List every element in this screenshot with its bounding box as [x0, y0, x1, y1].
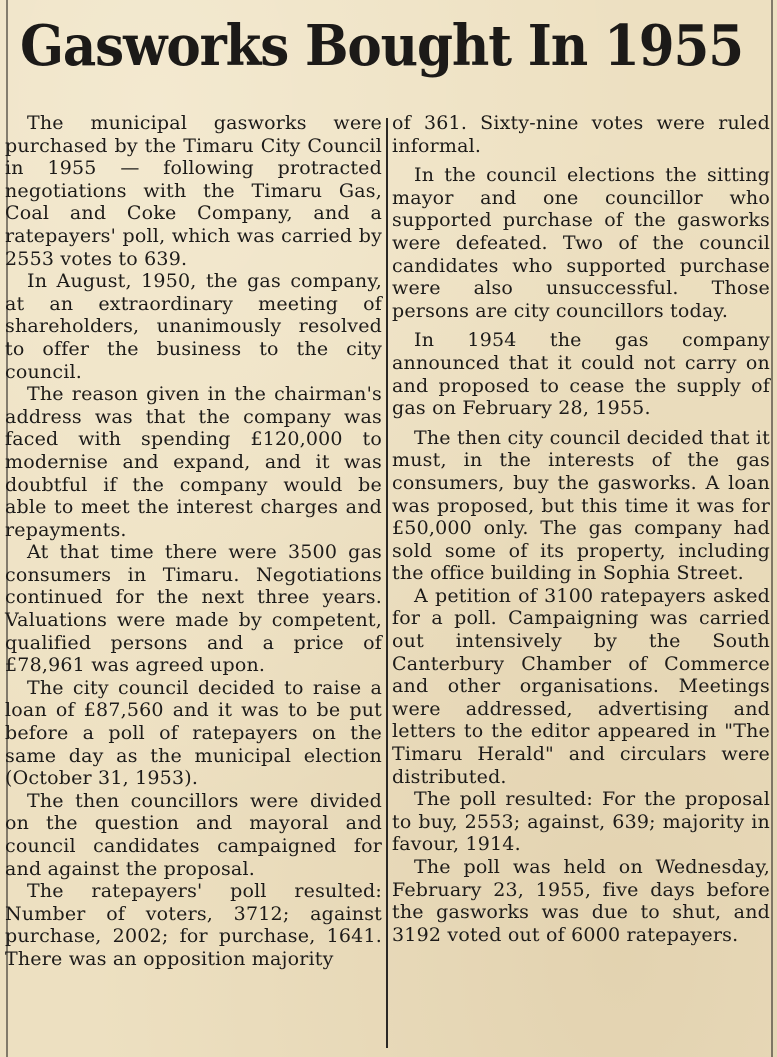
article-headline: Gasworks Bought In 1955 — [20, 13, 743, 79]
paragraph-negotiations: At that time there were 3500 gas consumers in Timaru. Negotiations continued for the next three years. Valuations were made by competent, qualified persons and a price of £78,961 was agreed upon. — [5, 541, 382, 677]
paragraph-poll-result-1953: The ratepayers' poll resulted: Number of voters, 3712; against purchase, 2002; for purchase, 1641. There was an opposition majority — [5, 880, 382, 970]
paragraph-offer-1950: In August, 1950, the gas company, at an extraordinary meeting of shareholders, unanimously resolved to offer the business to the city council. — [5, 270, 382, 383]
clipping-right-edge — [771, 0, 773, 1057]
paragraph-council-decision: The then city council decided that it must, in the interests of the gas consumers, buy the gasworks. A loan was proposed, but this time it was for £50,000 only. The gas company had sold some of its property, including the office building in Sophia Street. — [392, 426, 770, 585]
article-column-left — [5, 112, 382, 971]
paragraph-poll-result-1955: The poll resulted: For the proposal to buy, 2553; against, 639; majority in favour, 1914. — [392, 788, 770, 856]
paragraph-council-elections: In the council elections the sitting mayor and one councillor who supported purchase of the gasworks were defeated. Two of the council candidates who supported purchase were also unsuccessful. Those persons are city councillors today. — [392, 164, 770, 322]
article-column-right — [392, 112, 770, 946]
paragraph-company-announcement: In 1954 the gas company announced that it could not carry on and proposed to cease the supply of gas on February 28, 1955. — [392, 329, 770, 420]
paragraph-reason: The reason given in the chairman's address was that the company was faced with spending £120,000 to modernise and expand, and it was doubtful if the company would be able to meet the interest charges and repayments. — [5, 383, 382, 541]
column-divider — [386, 118, 388, 1048]
paragraph-loan-1953: The city council decided to raise a loan of £87,560 and it was to be put before a poll of ratepayers on the same day as the municipal election (October 31, 1953). — [5, 676, 382, 790]
paragraph-poll-date: The poll was held on Wednesday, February 23, 1955, five days before the gasworks was due to shut, and 3192 voted out of 6000 ratepayers. — [392, 856, 770, 946]
paragraph-councillors-divided: The then councillors were divided on the question and mayoral and council candidates campaigned for and against the proposal. — [5, 789, 382, 880]
paragraph-informal-votes: of 361. Sixty-nine votes were ruled informal. — [392, 112, 770, 157]
paragraph-purchase-summary: The municipal gasworks were purchased by the Timaru City Council in 1955 — following protracted negotiations with the Timaru Gas, Coal and Coke Company, and a ratepayers' poll, which was carried by 2553 votes to 639. — [5, 112, 382, 270]
paragraph-petition: A petition of 3100 ratepayers asked for a poll. Campaigning was carried out intensively by the South Canterbury Chamber of Commerce and other organisations. Meetings were addressed, advertising and letters to the editor appeared in "The Timaru Herald" and circulars were distributed. — [392, 584, 770, 788]
